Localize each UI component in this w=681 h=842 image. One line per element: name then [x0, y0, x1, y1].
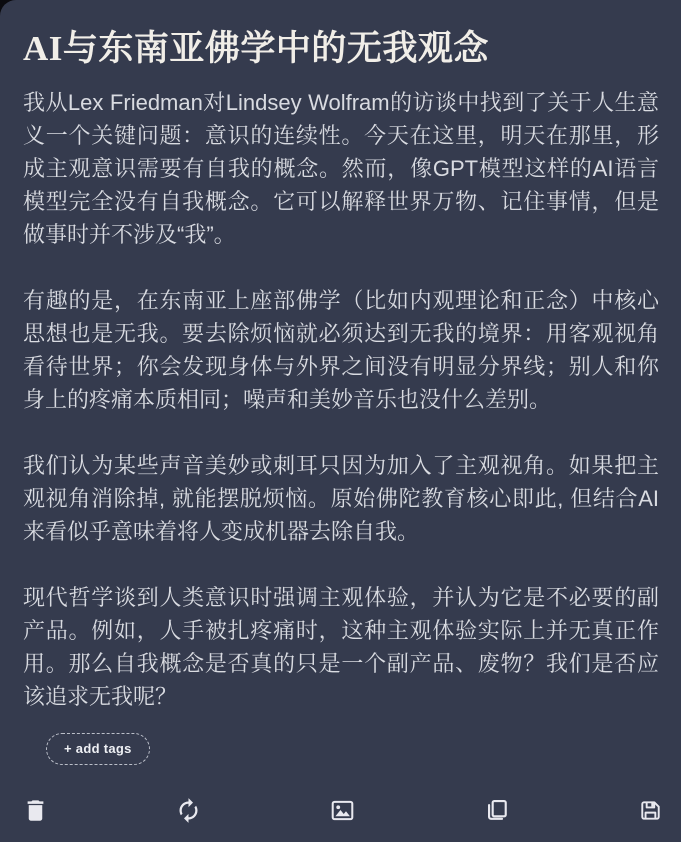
add-tags-button[interactable]: + add tags — [46, 733, 150, 765]
sync-button[interactable] — [174, 795, 204, 825]
note-paragraph: 有趣的是，在东南亚上座部佛学（比如内观理论和正念）中核心思想也是无我。要去除烦恼就必须达到无我的境界：用客观视角看待世界；你会发现身体与外界之间没有明显分界线；别人和你身上的疼痛本质相同；噪声和美妙音乐也没什么差别。 — [23, 287, 659, 412]
note-title: AI与东南亚佛学中的无我观念 — [23, 29, 489, 68]
delete-button[interactable] — [20, 795, 50, 825]
trash-icon — [22, 797, 49, 824]
save-button[interactable] — [635, 795, 665, 825]
note-paragraph: 现代哲学谈到人类意识时强调主观体验，并认为它是不必要的副产品。例如，人手被扎疼痛时，这种主观体验实际上并无真正作用。那么自我概念是否真的只是一个副产品、废物？我们是否应该追求无我呢？ — [23, 584, 659, 709]
image-icon — [329, 797, 356, 824]
note-paragraph: 我们认为某些声音美妙或刺耳只因为加入了主观视角。如果把主观视角消除掉, 就能摆脱烦恼。原始佛陀教育核心即此, 但结合AI来看似乎意味着将人变成机器去除自我。 — [23, 452, 659, 544]
bottom-toolbar — [0, 784, 681, 842]
sync-icon — [175, 797, 202, 824]
image-button[interactable] — [328, 795, 358, 825]
note-paragraph: 我从Lex Friedman对Lindsey Wolfram的访谈中找到了关于人生意义一个关键问题：意识的连续性。今天在这里，明天在那里，形成主观意识需要有自我的概念。然而，像GPT模型这样的AI语言模型完全没有自我概念。它可以解释世界万物、记住事情，但是做事时并不涉及“我”。 — [23, 89, 659, 247]
copy-button[interactable] — [481, 795, 511, 825]
tags-row — [46, 733, 659, 765]
save-icon — [637, 797, 664, 824]
copy-icon — [483, 797, 510, 824]
